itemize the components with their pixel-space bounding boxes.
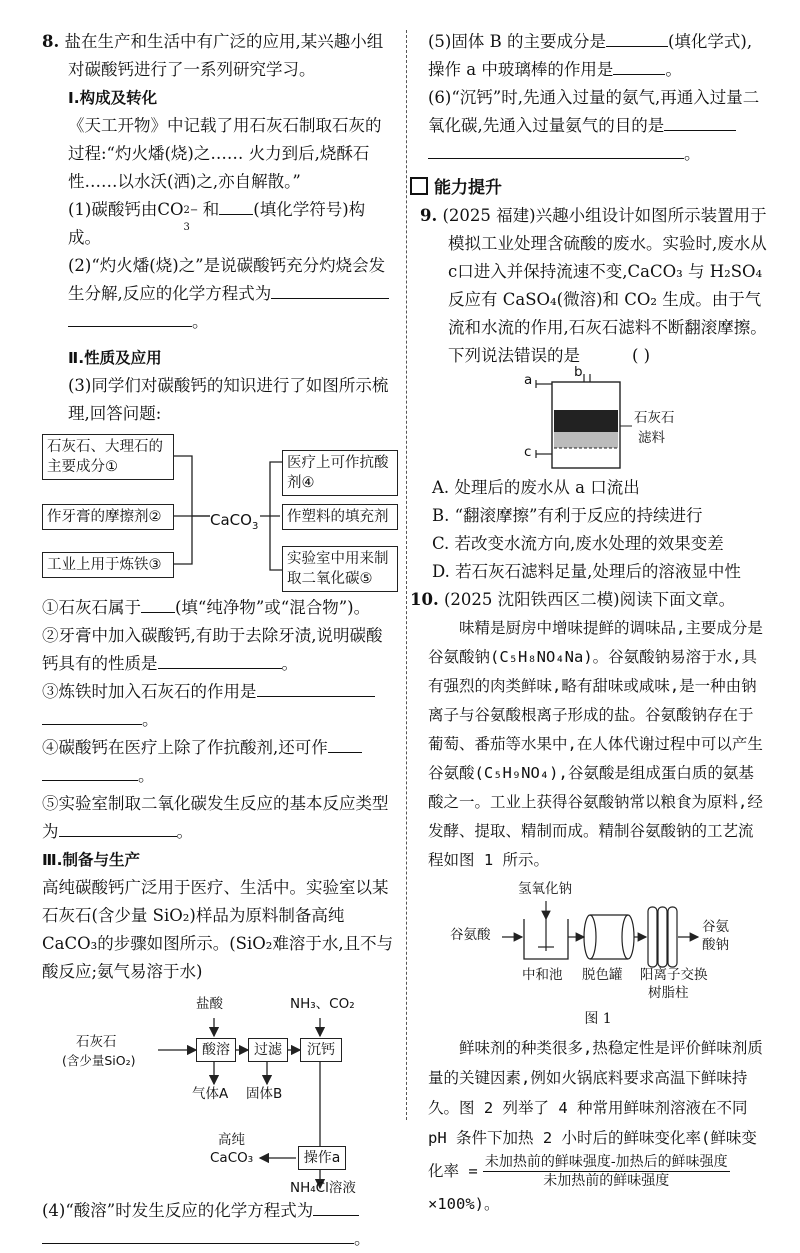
answer-paren[interactable]: ( )	[632, 346, 651, 365]
step-precipitate: 沉钙	[300, 1038, 342, 1062]
answer-blank[interactable]	[42, 1227, 354, 1244]
section-header: 能力提升	[410, 174, 768, 202]
part-4: (4)“酸溶”时发生反应的化学方程式为 。	[42, 1201, 371, 1248]
mind-box-antacid: 医疗上可作抗酸剂④	[282, 450, 398, 496]
answer-blank[interactable]	[606, 30, 668, 47]
section-3-title: Ⅲ.制备与生产	[42, 851, 141, 869]
answer-blank[interactable]	[271, 282, 389, 299]
reagent-nh3-co2: NH₃、CO₂	[290, 996, 355, 1012]
article-paragraph-2: 鲜味剂的种类很多,热稳定性是评价鲜味剂质量的关键因素,例如火锅底料要求高温下鲜味持久。图 2 列举了 4 种常用鲜味剂溶液在不同 pH 条件下加热 2 小时后的鲜味变化率(鲜味变	[428, 1039, 763, 1147]
resin-column-1: 阳离子交换	[640, 967, 708, 983]
decolor-tank: 脱色罐	[582, 967, 623, 983]
answer-blank[interactable]	[59, 820, 177, 837]
filter-label-2: 滤料	[638, 430, 665, 446]
mind-box-plastic: 作塑料的填充剂	[282, 504, 398, 530]
reagent-naoh: 氢氧化钠	[518, 881, 572, 897]
port-a: a	[524, 372, 533, 388]
section-1-text: 《天工开物》中记载了用石灰石制取石灰的过程:“灼火燔(烧)之…… 火力到后,烧酥石性……以水沃(洒)之,亦自解散。”	[68, 116, 382, 191]
raw-material: 石灰石	[76, 1034, 117, 1050]
resin-column-2: 树脂柱	[648, 985, 689, 1001]
section-3-text: 高纯碳酸钙广泛用于医疗、生活中。实验室以某石灰石(含少量 SiO₂)样品为原料制备高纯CaCO₃的步骤如图所示。(SiO₂难溶于水,且不与酸反应;氨气易溶于水)	[42, 878, 394, 981]
mind-box-co2: 实验室中用来制取二氧化碳⑤	[282, 546, 398, 592]
product-label-2: CaCO₃	[210, 1150, 254, 1166]
part-3: (3)同学们对碳酸钙的知识进行了如图所示梳理,回答问题:	[68, 376, 389, 423]
question-8-intro	[42, 28, 394, 84]
output-label-1: 谷氨	[702, 919, 729, 935]
mind-box-limestone: 石灰石、大理石的主要成分①	[42, 434, 174, 480]
article-paragraph-1: 味精是厨房中增味提鲜的调味品,主要成分是谷氨酸钠(C₅H₈NO₄Na)。谷氨酸钠易溶于水,具有强烈的肉类鲜味,略有甜味或咸味,是一种由钠离子与谷氨酸根离子形成的盐。谷氨酸钠存在于葡萄、番茄等水果中,在人体代谢过程中可以产生谷氨酸(C₅H₉NO₄),谷氨酸是组成蛋白质的氨基酸之一。工业上获得谷氨酸钠常以粮食为原料,经发酵、提取、精制而成。精制谷氨酸钠的工艺流程如图 1 所示。	[428, 619, 763, 869]
sub-question-3: ③炼铁时加入石灰石的作用是 。	[42, 678, 394, 734]
mind-box-iron: 工业上用于炼铁③	[42, 552, 174, 578]
port-c: c	[524, 444, 532, 460]
answer-blank[interactable]	[141, 596, 175, 613]
sub-question-2: ②牙膏中加入碳酸钙,有助于去除牙渍,说明碳酸钙具有的性质是 。	[42, 626, 383, 673]
answer-blank[interactable]	[257, 680, 375, 697]
question-8-body	[42, 84, 394, 1253]
port-b: b	[574, 364, 583, 380]
mind-center: CaCO$_3$	[210, 511, 259, 532]
figure-1-caption: 图 1	[584, 1011, 612, 1027]
sub-question-4: ④碳酸钙在医疗上除了作抗酸剂,还可作 。	[42, 734, 394, 790]
input-glutamic-acid: 谷氨酸	[450, 927, 491, 943]
process-flowchart	[42, 990, 394, 1195]
option-a[interactable]: A. 处理后的废水从 a 口流出	[432, 478, 640, 497]
byproduct-nh4cl: NH₄Cl溶液	[290, 1180, 356, 1196]
apparatus-drawing	[448, 370, 748, 474]
formula-numerator: 未加热前的鲜味强度-加热后的鲜味强度	[484, 1154, 728, 1170]
option-c[interactable]: C. 若改变水流方向,废水处理的效果变差	[432, 534, 724, 553]
part-5: (5)固体 B 的主要成分是 (填化学式),操作 a 中玻璃棒的作用是 。	[428, 32, 753, 79]
answer-blank[interactable]	[664, 114, 736, 131]
step-operation-a: 操作a	[298, 1146, 346, 1170]
question-8-text: 盐在生产和生活中有广泛的应用,某兴趣小组对碳酸钙进行了一系列研究学习。	[64, 32, 384, 79]
answer-blank[interactable]	[313, 1199, 359, 1216]
neutralization-tank: 中和池	[522, 967, 563, 983]
answer-blank[interactable]	[328, 736, 362, 753]
answer-blank[interactable]	[428, 142, 684, 159]
answer-blank[interactable]	[42, 708, 142, 725]
part-2: (2)“灼火燔(烧)之”是说碳酸钙充分灼烧会发生分解,反应的化学方程式为 。	[68, 252, 394, 336]
right-column	[410, 28, 768, 1219]
output-label-2: 酸钠	[702, 937, 729, 953]
section-1-title: Ⅰ.构成及转化	[68, 89, 158, 107]
sub-question-1: ①石灰石属于 (填“纯净物”或“混合物”)。	[42, 598, 371, 617]
answer-blank[interactable]	[158, 652, 282, 669]
formula: 化率 = $\frac{\text{未加热前的鲜味强度-加热后的鲜味强度}}{\text{未加热前的鲜味强度}}$	[428, 1154, 728, 1189]
option-b[interactable]: B. “翻滚摩擦”有利于反应的持续进行	[432, 506, 703, 525]
step-filter: 过滤	[248, 1038, 288, 1062]
answer-blank[interactable]	[219, 198, 253, 215]
apparatus-figure	[448, 364, 768, 474]
section-2-title: Ⅱ.性质及应用	[68, 349, 162, 367]
part-1: (1)碳酸钙由CO 2− 3 和 (填化学符号)构成。	[68, 200, 366, 247]
question-8-number: 8.	[42, 32, 60, 51]
option-d[interactable]: D. 若石灰石滤料足量,处理后的溶液显中性	[432, 562, 741, 581]
edit-icon	[410, 177, 428, 195]
answer-blank[interactable]	[42, 764, 138, 781]
formula-tail: ×100%)。	[428, 1195, 500, 1213]
part-6: (6)“沉钙”时,先通入过量的氨气,再通入过量二氧化碳,先通入过量氨气的目的是 。	[428, 88, 760, 163]
mind-map	[42, 434, 394, 590]
figure-1	[428, 879, 768, 1009]
filter-label-1: 石灰石	[634, 410, 675, 426]
sub-question-5: ⑤实验室制取二氧化碳发生反应的基本反应类型为 。	[42, 794, 389, 841]
reagent-hcl: 盐酸	[196, 996, 223, 1012]
question-9-options	[428, 474, 768, 586]
left-column	[42, 28, 394, 1253]
formula-denominator: 未加热前的鲜味强度	[543, 1173, 670, 1189]
gas-a: 气体A	[192, 1086, 229, 1102]
question-9: 9. (2025 福建)兴趣小组设计如图所示装置用于模拟工业处理含硫酸的废水。实验时,废水从c口进入并保持流速不变,CaCO₃ 与 H₂SO₄ 反应有 CaSO₄(微溶)和 CO₂ 生成。由于气流和水流的作用,石灰石滤料不断翻滚摩擦。下列说法错误的是 ( )	[420, 206, 767, 365]
mind-box-toothpaste: 作牙膏的摩擦剂②	[42, 504, 174, 530]
solid-b: 固体B	[246, 1086, 283, 1102]
column-divider	[406, 30, 407, 1120]
raw-material-note: (含少量SiO₂)	[62, 1053, 136, 1068]
step-acid-dissolve: 酸溶	[196, 1038, 236, 1062]
answer-blank[interactable]	[613, 58, 665, 75]
answer-blank[interactable]	[68, 310, 192, 327]
product-label-1: 高纯	[218, 1132, 245, 1148]
question-10-lead: 10. (2025 沈阳铁西区二模)阅读下面文章。	[410, 590, 736, 609]
